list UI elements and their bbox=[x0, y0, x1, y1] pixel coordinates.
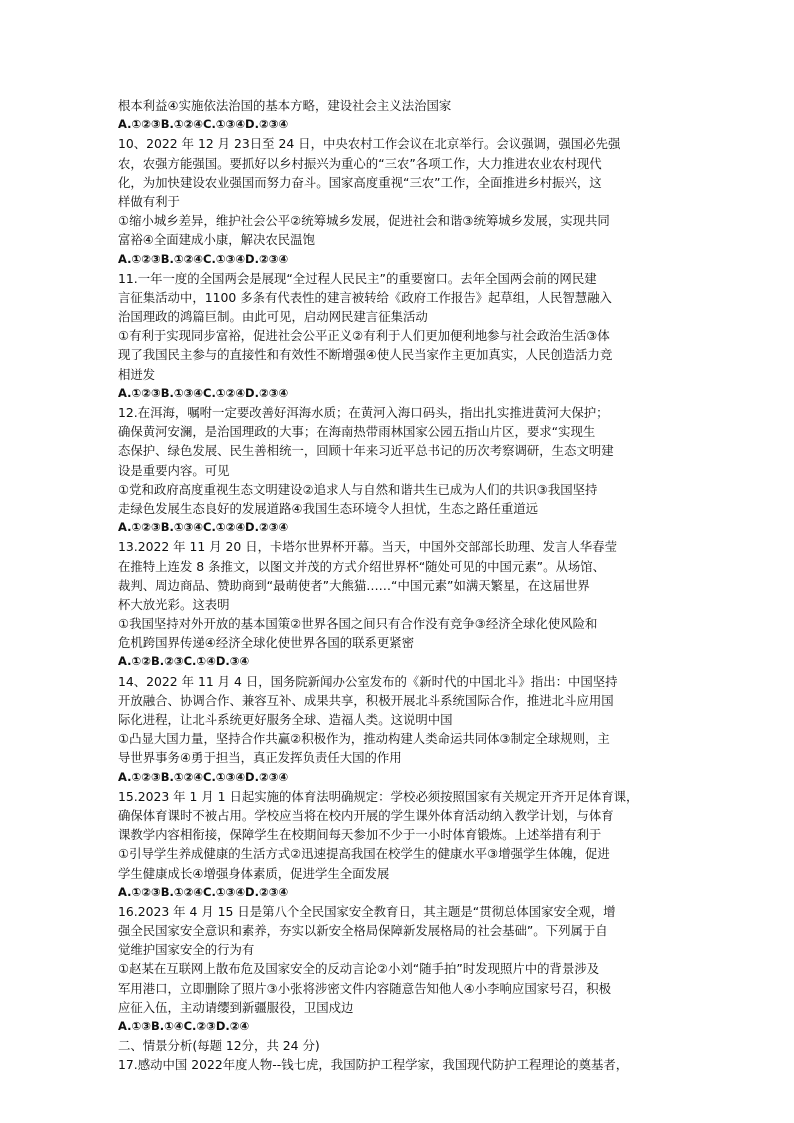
answer-options: A.①②③B.①②④C.①③④D.②③④ bbox=[118, 884, 289, 899]
question-11-line: 治国理政的鸿篇巨制。由此可见，启动网民建言征集活动 bbox=[118, 309, 428, 325]
question-15-line: 课教学内容相衔接，保障学生在校期间每天参加不少于一小时体育锻炼。上述举措有利于 bbox=[118, 827, 602, 843]
question-16-line: 16.2023 年 4 月 15 日是第八个全民国家安全教育日，其主题是“贯彻总体国家安全观，增 bbox=[118, 903, 616, 919]
answer-options: A.①②③B.①③④C.①②④D.②③④ bbox=[118, 520, 289, 535]
question-16-choices: 应征入伍，主动请缨到新疆服役，卫国戍边 bbox=[118, 999, 354, 1015]
question-11-choices: 现了我国民主参与的直接性和有效性不断增强④使人民当家作主更加真实，人民创造活力竞 bbox=[118, 347, 613, 363]
question-12-choices: 走绿色发展生态良好的发展道路④我国生态环境令人担忧，生态之路任重道远 bbox=[118, 500, 538, 516]
question-14-line: 际化进程，让北斗系统更好服务全球、造福人类。这说明中国 bbox=[118, 712, 453, 727]
question-13-line: 在推特上连发 8 条推文，以图文并茂的方式介绍世界杯“随处可见的中国元素”。从场馆、 bbox=[118, 558, 606, 574]
question-11-choices: 相迸发 bbox=[118, 366, 156, 382]
question-11-line: 11.一年一度的全国两会是展现“全过程人民民主”的重要窗口。去年全国两会前的网民建 bbox=[118, 270, 597, 286]
answer-options: A.①②③B.①②④C.①③④D.②③④ bbox=[118, 769, 289, 784]
question-16-line: 觉维护国家安全的行为有 bbox=[118, 942, 255, 958]
question-15-line: 确保体育课时不被占用。学校应当将在校内开展的学生课外体育活动纳入教学计划，与体育 bbox=[118, 807, 614, 823]
question-13-choices: ①我国坚持对外开放的基本国策②世界各国之间只有合作没有竞争③经济全球化使风险和 bbox=[118, 616, 598, 632]
question-16-line: 强全民国家安全意识和素养，夯实以新安全格局保障新发展格局的社会基础”。下列属于自 bbox=[118, 923, 608, 939]
question-12-line: 态保护、绿色发展、民生善相统一，回顾十年来习近平总书记的历次考察调研，生态文明建 bbox=[118, 443, 614, 459]
question-15-choices: ①引导学生养成健康的生活方式②迅速提高我国在校学生的健康水平③增强学生体魄，促进 bbox=[118, 846, 610, 862]
question-12-line: 确保黄河安澜，是治国理政的大事；在海南热带雨林国家公园五指山片区，要求“实现生 bbox=[118, 424, 596, 440]
question-14-choices: 导世界事务④勇于担当，真正发挥负责任大国的作用 bbox=[118, 750, 402, 766]
question-16-choices: ①赵某在互联网上散布危及国家安全的反动言论②小刘“随手拍”时发现照片中的背景涉及 bbox=[118, 961, 600, 977]
question-13-line: 13.2022 年 11 月 20 日，卡塔尔世界杯开幕。当天，中国外交部部长助理、发言人华春莹 bbox=[118, 539, 617, 555]
answer-options: A.①②③B.①②④C.①③④D.②③④ bbox=[118, 251, 289, 266]
text-line: 根本利益④实施依法治国的基本方略，建设社会主义法治国家 bbox=[118, 98, 452, 113]
question-14-line: 开放融合、协调合作、兼容互补、成果共享，积极开展北斗系统国际合作，推进北斗应用国 bbox=[118, 692, 614, 708]
question-13-choices: 危机跨国界传递④经济全球化使世界各国的联系更紧密 bbox=[118, 635, 415, 651]
question-13-line: 杯大放光彩。这表明 bbox=[118, 596, 230, 612]
question-10-choices: 富裕④全面建成小康，解决农民温饱 bbox=[118, 232, 315, 248]
question-10-choices: ①缩小城乡差异，维护社会公平②统筹城乡发展，促进社会和谐③统筹城乡发展，实现共同 bbox=[118, 213, 610, 229]
answer-options: A.①②③B.①③④C.①②④D.②③④ bbox=[118, 385, 289, 400]
question-10-line: 10、2022 年 12 月 23日至 24 日，中央农村工作会议在北京举行。会议强调，强国必先强 bbox=[118, 136, 621, 152]
answer-options: A.①②B.②③C.①④D.③④ bbox=[118, 654, 250, 669]
answer-options: A.①②③B.①②④C.①③④D.②③④ bbox=[118, 117, 289, 132]
question-12-choices: ①党和政府高度重视生态文明建设②追求人与自然和谐共生已成为人们的共识③我国坚持 bbox=[118, 481, 598, 497]
question-12-line: 12.在洱海，嘱咐一定要改善好洱海水质；在黄河入海口码头，指出扎实推进黄河大保护； bbox=[118, 405, 609, 420]
answer-options: A.①③B.①④C.②③D.②④ bbox=[118, 1019, 250, 1033]
question-14-line: 14、2022 年 11 月 4 日，国务院新闻办公室发布的《新时代的中国北斗》指出：中国坚持 bbox=[118, 673, 618, 689]
question-10-line: 化，为加快建设农业强国而努力奋斗。国家高度重视“三农”工作，全面推进乡村振兴，这 bbox=[118, 174, 602, 190]
document-page bbox=[118, 96, 680, 1075]
question-10-line: 农，农强方能强国。要抓好以乡村振兴为重心的“三农”各项工作，大力推进农业农村现代 bbox=[118, 155, 602, 171]
question-11-choices: ①有利于实现同步富裕，促进社会公平正义②有利于人们更加便利地参与社会政治生活③体 bbox=[118, 328, 610, 344]
question-16-choices: 军用港口，立即删除了照片③小张将涉密文件内容随意告知他人④小李响应国家号召，积极 bbox=[118, 980, 612, 996]
section-heading: 二、情景分析(每题 12分，共 24 分) bbox=[118, 1038, 320, 1054]
question-15-line: 15.2023 年 1 月 1 日起实施的体育法明确规定：学校必须按照国家有关规定开齐开足体育课， bbox=[118, 788, 639, 804]
question-10-line: 样做有利于 bbox=[118, 193, 180, 209]
question-14-choices: ①凸显大国力量，坚持合作共赢②积极作为，推动构建人类命运共同体③制定全球规则，主 bbox=[118, 731, 610, 747]
question-11-line: 言征集活动中，1100 多条有代表性的建言被转给《政府工作报告》起草组，人民智慧融入 bbox=[118, 289, 612, 305]
question-12-line: 设是重要内容。可见 bbox=[118, 462, 230, 478]
question-13-line: 裁判、周边商品、赞助商到“最萌使者”大熊猫……“中国元素”如满天繁星，在这届世界 bbox=[118, 577, 590, 593]
question-15-choices: 学生健康成长④增强身体素质，促进学生全面发展 bbox=[118, 865, 390, 881]
question-17-line: 17.感动中国 2022年度人物--钱七虎，我国防护工程学家，我国现代防护工程理论的奠基者， bbox=[118, 1057, 629, 1073]
